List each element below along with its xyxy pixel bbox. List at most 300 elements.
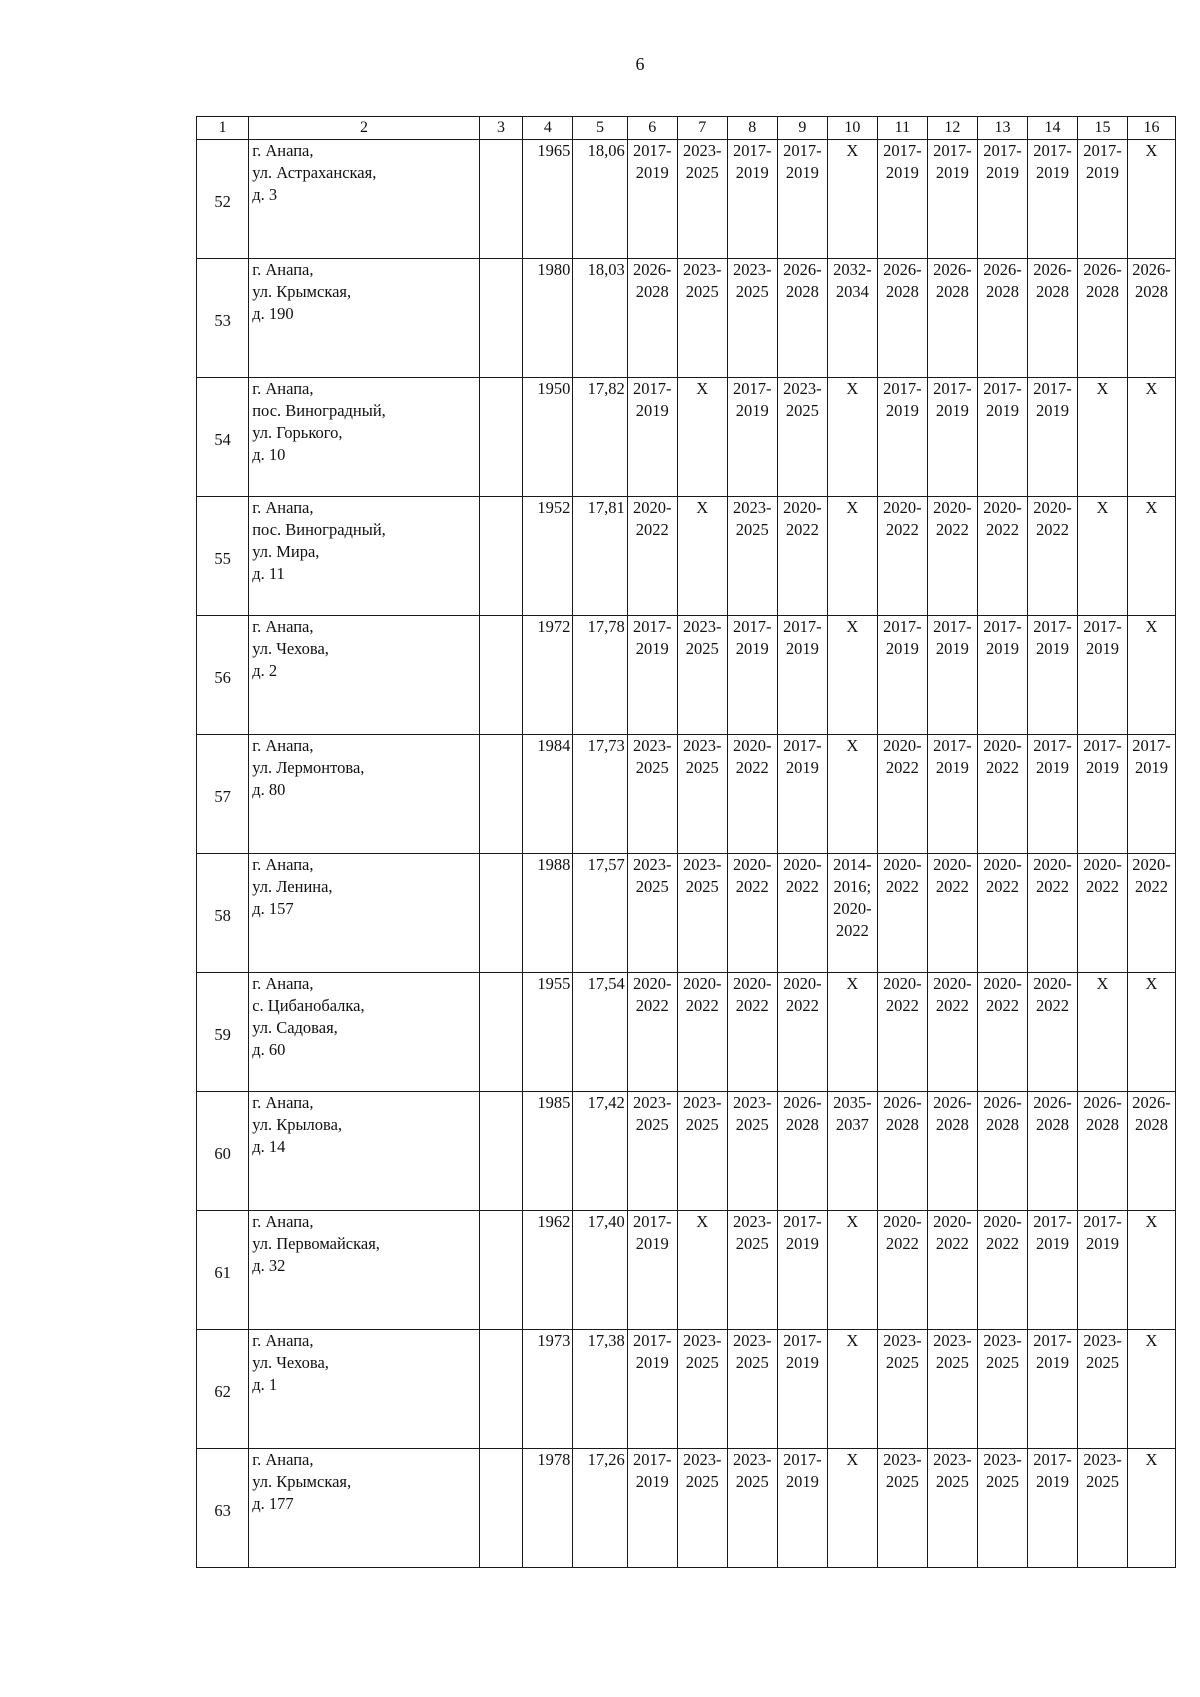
period-text: 2020- xyxy=(933,855,972,874)
period-text: 2028 xyxy=(885,282,919,301)
address-line: д. 190 xyxy=(252,304,294,323)
period-text: 2022 xyxy=(1135,877,1168,896)
period-text: 2023- xyxy=(1083,1331,1122,1350)
period-cell-col-10 xyxy=(827,1330,877,1449)
period-text: 2017- xyxy=(783,1331,822,1350)
period-cell-col-6 xyxy=(627,1092,677,1211)
period-text: 2017- xyxy=(632,141,672,160)
address-line: д. 32 xyxy=(252,1256,286,1275)
period-cell-col-14 xyxy=(1027,1211,1077,1330)
period-text: 2019 xyxy=(1086,639,1119,658)
period-text: 2019 xyxy=(885,639,919,658)
period-cell-col-9 xyxy=(777,973,827,1092)
period-cell-col-11 xyxy=(877,1330,927,1449)
period-cell-col-10 xyxy=(827,497,877,616)
column-3-cell xyxy=(479,973,523,1092)
period-cell-col-15 xyxy=(1077,1330,1127,1449)
period-text: 2025 xyxy=(885,1353,919,1372)
period-cell-col-6 xyxy=(627,497,677,616)
period-text: 2019 xyxy=(935,758,969,777)
period-text: 2035- xyxy=(833,1093,872,1112)
period-cell-col-15 xyxy=(1077,854,1127,973)
period-text: X xyxy=(846,974,859,993)
row-number: 61 xyxy=(214,1263,231,1282)
period-cell-col-10 xyxy=(827,140,877,259)
row-number: 55 xyxy=(214,549,231,568)
page-number: 6 xyxy=(635,54,645,74)
address-line: г. Анапа, xyxy=(252,141,314,160)
period-text: 2019 xyxy=(1086,1234,1119,1253)
period-text: 2020- xyxy=(883,498,922,517)
period-text: 2028 xyxy=(1035,1115,1069,1134)
period-text: 2028 xyxy=(935,1115,969,1134)
period-text: 2020- xyxy=(983,1212,1022,1231)
period-text: 2020- xyxy=(883,855,922,874)
period-text: 2017- xyxy=(783,141,822,160)
period-cell-col-9 xyxy=(777,140,827,259)
period-cell-col-10 xyxy=(827,735,877,854)
period-text: 2022 xyxy=(985,877,1019,896)
address-line: д. 14 xyxy=(252,1137,286,1156)
column-3-cell xyxy=(479,1092,523,1211)
period-text: 2023- xyxy=(933,1331,972,1350)
period-text: 2022 xyxy=(735,877,769,896)
period-text: 2019 xyxy=(635,639,669,658)
address-line: пос. Виноградный, xyxy=(252,520,386,539)
period-text: 2019 xyxy=(1035,401,1069,420)
period-cell-col-8 xyxy=(727,1092,777,1211)
period-text: X xyxy=(1145,1331,1158,1350)
period-text: 2025 xyxy=(685,1115,719,1134)
period-text: 2022 xyxy=(985,758,1019,777)
period-text: 2026- xyxy=(1132,1093,1171,1112)
column-number-14: 14 xyxy=(1027,117,1077,140)
period-text: 2017- xyxy=(733,379,772,398)
period-cell-col-12 xyxy=(927,973,977,1092)
period-cell-col-16 xyxy=(1128,140,1176,259)
period-text: 2026- xyxy=(933,1093,972,1112)
period-text: 2023- xyxy=(983,1450,1022,1469)
period-cell-col-9 xyxy=(777,378,827,497)
value-cell: 18,03 xyxy=(573,259,627,378)
column-number-7: 7 xyxy=(677,117,727,140)
year-built-cell: 1965 xyxy=(523,140,573,259)
period-text: 2019 xyxy=(1035,1353,1069,1372)
period-text: 2017- xyxy=(1083,617,1122,636)
period-text: 2019 xyxy=(985,163,1019,182)
period-cell-col-13 xyxy=(977,1211,1027,1330)
period-cell-col-6 xyxy=(627,1330,677,1449)
address-line: ул. Астраханская, xyxy=(252,163,377,182)
period-cell-col-13 xyxy=(977,1330,1027,1449)
period-text: 2019 xyxy=(785,758,819,777)
address-line: г. Анапа, xyxy=(252,974,314,993)
period-text: 2023- xyxy=(733,1093,772,1112)
period-text: 2019 xyxy=(1035,1472,1069,1491)
period-text: 2022 xyxy=(735,758,769,777)
period-cell-col-14 xyxy=(1027,140,1077,259)
address-cell xyxy=(249,140,480,259)
period-text: 2017- xyxy=(783,1212,822,1231)
period-cell-col-12 xyxy=(927,616,977,735)
period-cell-col-11 xyxy=(877,378,927,497)
column-3-cell xyxy=(479,259,523,378)
period-text: 2019 xyxy=(935,163,969,182)
column-number-row xyxy=(197,117,1176,140)
period-cell-col-16 xyxy=(1128,1330,1176,1449)
period-cell-col-7 xyxy=(677,735,727,854)
period-cell-col-16 xyxy=(1128,1092,1176,1211)
period-text: 2022 xyxy=(635,520,669,539)
period-text: 2020- xyxy=(933,498,972,517)
period-text: 2019 xyxy=(735,163,769,182)
period-text: 2026- xyxy=(783,1093,822,1112)
period-text: 2020- xyxy=(1033,974,1072,993)
period-text: 2017- xyxy=(783,1450,822,1469)
period-text: 2022 xyxy=(885,1234,919,1253)
address-line: д. 10 xyxy=(252,445,286,464)
period-text: 2026- xyxy=(983,1093,1022,1112)
period-cell-col-13 xyxy=(977,259,1027,378)
table-row xyxy=(197,973,1176,1092)
period-text: 2022 xyxy=(735,996,769,1015)
period-text: 2020- xyxy=(983,498,1022,517)
period-text: 2022 xyxy=(885,758,919,777)
row-number-cell xyxy=(197,735,249,854)
address-line: ул. Горького, xyxy=(252,423,343,442)
period-text: 2025 xyxy=(935,1472,969,1491)
address-line: ул. Первомайская, xyxy=(252,1234,380,1253)
row-number: 63 xyxy=(214,1501,231,1520)
period-text: 2023- xyxy=(683,736,722,755)
year-built-cell: 1980 xyxy=(523,259,573,378)
period-text: 2017- xyxy=(733,617,772,636)
address-line: д. 3 xyxy=(252,185,278,204)
period-text: 2028 xyxy=(985,1115,1019,1134)
period-text: 2017- xyxy=(983,617,1022,636)
period-text: 2017- xyxy=(983,141,1022,160)
table-row xyxy=(197,497,1176,616)
period-text: 2025 xyxy=(1086,1353,1119,1372)
period-cell-col-9 xyxy=(777,1330,827,1449)
period-text: 2022 xyxy=(935,520,969,539)
table-row xyxy=(197,616,1176,735)
year-built-cell: 1955 xyxy=(523,973,573,1092)
period-text: X xyxy=(1145,1212,1158,1231)
column-number-15: 15 xyxy=(1077,117,1127,140)
period-text: 2017- xyxy=(933,736,972,755)
year-built-cell: 1952 xyxy=(523,497,573,616)
address-line: ул. Лермонтова, xyxy=(252,758,365,777)
period-text: 2020- xyxy=(933,974,972,993)
period-text: 2032- xyxy=(833,260,872,279)
period-text: 2019 xyxy=(1035,1234,1069,1253)
period-cell-col-12 xyxy=(927,735,977,854)
period-text: 2017- xyxy=(1033,617,1072,636)
period-cell-col-10 xyxy=(827,259,877,378)
period-cell-col-14 xyxy=(1027,854,1077,973)
period-cell-col-12 xyxy=(927,1449,977,1568)
column-3-cell xyxy=(479,854,523,973)
period-text: 2019 xyxy=(785,1472,819,1491)
period-text: 2019 xyxy=(635,163,669,182)
period-text: 2025 xyxy=(685,1472,719,1491)
table-row xyxy=(197,1092,1176,1211)
period-cell-col-13 xyxy=(977,973,1027,1092)
address-line: д. 157 xyxy=(252,899,294,918)
period-text: X xyxy=(696,498,709,517)
year-built-cell: 1950 xyxy=(523,378,573,497)
period-text: 2025 xyxy=(735,282,769,301)
period-cell-col-11 xyxy=(877,140,927,259)
period-text: 2025 xyxy=(635,1115,669,1134)
period-cell-col-10 xyxy=(827,1092,877,1211)
period-text: 2025 xyxy=(785,401,819,420)
value-cell: 17,81 xyxy=(573,497,627,616)
year-built-cell: 1972 xyxy=(523,616,573,735)
period-text: 2023- xyxy=(733,1212,772,1231)
period-cell-col-10 xyxy=(827,616,877,735)
period-cell-col-8 xyxy=(727,1211,777,1330)
period-cell-col-8 xyxy=(727,616,777,735)
period-cell-col-16 xyxy=(1128,378,1176,497)
period-text: 2020- xyxy=(783,855,822,874)
period-text: 2023- xyxy=(1083,1450,1122,1469)
address-line: с. Цибанобалка, xyxy=(252,996,365,1015)
period-cell-col-8 xyxy=(727,854,777,973)
period-text: X xyxy=(1145,498,1158,517)
address-line: д. 177 xyxy=(252,1494,294,1513)
period-text: 2025 xyxy=(735,1472,769,1491)
period-cell-col-11 xyxy=(877,1211,927,1330)
period-text: 2026- xyxy=(883,1093,922,1112)
period-cell-col-14 xyxy=(1027,616,1077,735)
column-3-cell xyxy=(479,616,523,735)
table-row xyxy=(197,378,1176,497)
column-3-cell xyxy=(479,735,523,854)
address-cell xyxy=(249,616,480,735)
period-text: 2017- xyxy=(1033,379,1072,398)
period-text: 2020- xyxy=(683,974,722,993)
period-text: 2017- xyxy=(883,379,922,398)
period-text: 2028 xyxy=(1086,1115,1119,1134)
address-line: д. 60 xyxy=(252,1040,286,1059)
period-text: 2020- xyxy=(883,1212,922,1231)
period-cell-col-8 xyxy=(727,735,777,854)
period-cell-col-15 xyxy=(1077,1092,1127,1211)
address-cell xyxy=(249,497,480,616)
period-text: 2022 xyxy=(835,921,869,940)
period-text: 2025 xyxy=(685,639,719,658)
period-text: 2023- xyxy=(632,1093,672,1112)
period-text: 2025 xyxy=(685,1353,719,1372)
period-text: 2017- xyxy=(933,141,972,160)
period-cell-col-9 xyxy=(777,854,827,973)
period-text: 2022 xyxy=(985,1234,1019,1253)
period-text: 2022 xyxy=(785,877,819,896)
period-text: 2023- xyxy=(733,1450,772,1469)
period-text: 2020- xyxy=(983,736,1022,755)
period-text: X xyxy=(1145,1450,1158,1469)
value-cell: 17,78 xyxy=(573,616,627,735)
period-text: 2020- xyxy=(1033,498,1072,517)
period-text: 2023- xyxy=(683,1331,722,1350)
period-text: 2020- xyxy=(632,974,672,993)
period-text: 2020- xyxy=(733,974,772,993)
year-built-cell: 1978 xyxy=(523,1449,573,1568)
column-number-12: 12 xyxy=(927,117,977,140)
period-text: 2022 xyxy=(1035,520,1069,539)
period-cell-col-16 xyxy=(1128,616,1176,735)
period-text: X xyxy=(696,379,709,398)
column-3-cell xyxy=(479,1330,523,1449)
period-text: 2020- xyxy=(1033,855,1072,874)
period-text: 2020- xyxy=(833,899,872,918)
period-text: X xyxy=(1096,974,1109,993)
period-cell-col-15 xyxy=(1077,1449,1127,1568)
period-text: 2026- xyxy=(783,260,822,279)
period-text: X xyxy=(1096,379,1109,398)
period-cell-col-15 xyxy=(1077,140,1127,259)
period-cell-col-14 xyxy=(1027,973,1077,1092)
column-number-6: 6 xyxy=(627,117,677,140)
row-number-cell xyxy=(197,616,249,735)
address-line: г. Анапа, xyxy=(252,1331,314,1350)
period-cell-col-12 xyxy=(927,1330,977,1449)
address-line: г. Анапа, xyxy=(252,855,314,874)
year-built-cell: 1973 xyxy=(523,1330,573,1449)
period-text: X xyxy=(846,617,859,636)
year-built-cell: 1984 xyxy=(523,735,573,854)
period-cell-col-15 xyxy=(1077,378,1127,497)
value-cell: 17,82 xyxy=(573,378,627,497)
period-text: 2022 xyxy=(985,996,1019,1015)
period-text: X xyxy=(696,1212,709,1231)
period-text: 2020- xyxy=(1132,855,1171,874)
row-number: 59 xyxy=(214,1025,231,1044)
period-cell-col-8 xyxy=(727,259,777,378)
period-cell-col-9 xyxy=(777,1211,827,1330)
column-3-cell xyxy=(479,497,523,616)
period-text: 2019 xyxy=(735,639,769,658)
period-cell-col-12 xyxy=(927,378,977,497)
period-text: 2028 xyxy=(1135,282,1168,301)
period-cell-col-16 xyxy=(1128,854,1176,973)
period-cell-col-9 xyxy=(777,1449,827,1568)
value-cell: 18,06 xyxy=(573,140,627,259)
period-text: 2019 xyxy=(635,401,669,420)
period-text: 2020- xyxy=(933,1212,972,1231)
period-text: 2025 xyxy=(885,1472,919,1491)
period-cell-col-15 xyxy=(1077,973,1127,1092)
period-text: 2019 xyxy=(785,639,819,658)
repair-schedule-table xyxy=(196,116,1176,1568)
period-cell-col-7 xyxy=(677,378,727,497)
period-cell-col-8 xyxy=(727,973,777,1092)
period-text: 2023- xyxy=(883,1331,922,1350)
period-text: X xyxy=(846,1331,859,1350)
period-cell-col-14 xyxy=(1027,497,1077,616)
row-number-cell xyxy=(197,140,249,259)
row-number-cell xyxy=(197,259,249,378)
period-cell-col-10 xyxy=(827,1211,877,1330)
period-text: 2025 xyxy=(735,1353,769,1372)
period-text: 2026- xyxy=(933,260,972,279)
period-text: 2019 xyxy=(1035,163,1069,182)
address-line: г. Анапа, xyxy=(252,260,314,279)
address-cell xyxy=(249,378,480,497)
year-built-cell: 1985 xyxy=(523,1092,573,1211)
period-text: 2017- xyxy=(783,736,822,755)
period-cell-col-6 xyxy=(627,735,677,854)
address-cell xyxy=(249,1092,480,1211)
period-text: 2028 xyxy=(935,282,969,301)
table-row xyxy=(197,140,1176,259)
period-text: 2020- xyxy=(983,855,1022,874)
period-cell-col-12 xyxy=(927,140,977,259)
period-cell-col-14 xyxy=(1027,1092,1077,1211)
period-text: 2020- xyxy=(783,974,822,993)
period-text: 2017- xyxy=(1033,1331,1072,1350)
table-row xyxy=(197,854,1176,973)
period-text: X xyxy=(846,141,859,160)
column-number-3: 3 xyxy=(479,117,523,140)
period-cell-col-7 xyxy=(677,1449,727,1568)
period-text: 2023- xyxy=(683,1450,722,1469)
period-cell-col-15 xyxy=(1077,1211,1127,1330)
period-text: 2028 xyxy=(1035,282,1069,301)
address-cell xyxy=(249,973,480,1092)
period-text: 2019 xyxy=(885,163,919,182)
row-number-cell xyxy=(197,1092,249,1211)
period-cell-col-14 xyxy=(1027,735,1077,854)
row-number: 54 xyxy=(214,430,231,449)
period-cell-col-12 xyxy=(927,1211,977,1330)
period-text: 2028 xyxy=(885,1115,919,1134)
period-cell-col-11 xyxy=(877,259,927,378)
period-cell-col-13 xyxy=(977,616,1027,735)
period-text: 2026- xyxy=(632,260,672,279)
period-text: 2026- xyxy=(1033,1093,1072,1112)
address-line: ул. Крылова, xyxy=(252,1115,343,1134)
period-text: 2028 xyxy=(1135,1115,1168,1134)
period-text: X xyxy=(1145,141,1158,160)
row-number: 53 xyxy=(214,311,231,330)
address-cell xyxy=(249,1449,480,1568)
table-row xyxy=(197,735,1176,854)
period-cell-col-15 xyxy=(1077,735,1127,854)
period-cell-col-9 xyxy=(777,497,827,616)
period-text: 2019 xyxy=(935,639,969,658)
period-text: 2023- xyxy=(632,855,672,874)
row-number-cell xyxy=(197,973,249,1092)
column-number-9: 9 xyxy=(777,117,827,140)
period-text: 2022 xyxy=(1035,996,1069,1015)
period-cell-col-11 xyxy=(877,735,927,854)
period-text: 2017- xyxy=(1083,141,1122,160)
period-text: 2020- xyxy=(983,974,1022,993)
period-text: 2023- xyxy=(683,617,722,636)
period-cell-col-10 xyxy=(827,378,877,497)
period-cell-col-12 xyxy=(927,497,977,616)
period-text: 2023- xyxy=(733,498,772,517)
address-line: г. Анапа, xyxy=(252,1450,314,1469)
period-text: 2025 xyxy=(685,282,719,301)
row-number-cell xyxy=(197,854,249,973)
period-cell-col-7 xyxy=(677,854,727,973)
period-text: 2028 xyxy=(985,282,1019,301)
period-text: 2017- xyxy=(983,379,1022,398)
